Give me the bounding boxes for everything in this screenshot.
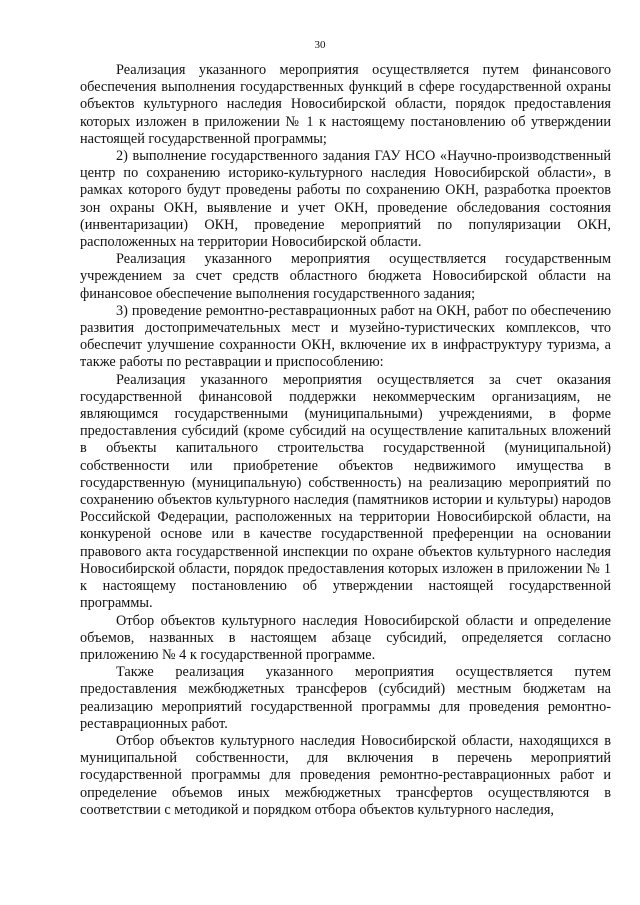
paragraph-subsidies-nonprofits: Реализация указанного мероприятия осуществляется за счет оказания государственной финансовой поддержки некоммерческим организациям, не являющимся государственными (муниципальными) учреждениями, в форме предоставления субсидий (кроме субсидий на осуществление капитальных вложений в объекты капитального строительства государственной (муниципальной) собственности или приобретение объектов недвижимого имущества в государственную (муниципальную) собственность) на реализацию мероприятий по сохранению объектов культурного наследия (памятников истории и культуры) народов Российской Федерации, расположенных на территории Новосибирской области, на конкуреной основе или в качестве государственной преференции на основании правового акта государственной инспекции по охране объектов культурного наследия Новосибирской области, порядок предоставления которых изложен в приложении № 1 к настоящему постановлению об утверждении настоящей государственной программы.: [80, 371, 611, 612]
paragraph-selection-appendix-4: Отбор объектов культурного наследия Новосибирской области и определение объемов, названных в настоящем абзаце субсидий, определяется согласно приложению № 4 к государственной программе.: [80, 612, 611, 663]
document-body: [80, 62, 611, 819]
paragraph-interbudget-transfers: Также реализация указанного мероприятия осуществляется путем предоставления межбюджетных трансферов (субсидий) местным бюджетам на реализацию мероприятий государственной программы для проведения ремонтно-реставрационных работ.: [80, 664, 611, 732]
page-number: 30: [314, 39, 326, 51]
paragraph-municipal-selection: Отбор объектов культурного наследия Новосибирской области, находящихся в муниципальной собственности, для включения в перечень мероприятий государственной программы для проведения ремонтно-реставрационных работ и определение объемов иных межбюджетных трансфертов осуществляются в соответствии с методикой и порядком отбора объектов культурного наследия,: [80, 732, 611, 818]
paragraph-state-institution-funding: Реализация указанного мероприятия осуществляется государственным учреждением за счет средств областного бюджета Новосибирской области на финансовое обеспечение выполнения государственного задания;: [80, 251, 611, 302]
paragraph-item-2-state-assignment: 2) выполнение государственного задания ГАУ НСО «Научно-производственный центр по сохранению историко-культурного наследия Новосибирской области», в рамках которого будут проведены работы по сохранению ОКН, разработка проектов зон охраны ОКН, выявление и учет ОКН, проведение обследования состояния (инвентаризации) ОКН, проведение мероприятий по популяризации ОКН, расположенных на территории Новосибирской области.: [80, 148, 611, 251]
paragraph-item-3-restoration-works: 3) проведение ремонтно-реставрационных работ на ОКН, работ по обеспечению развития достопримечательных мест и музейно-туристических комплексов, что обеспечит улучшение сохранности ОКН, включение их в инфраструктуру туризма, а также работы по реставрации и приспособлению:: [80, 302, 611, 371]
paragraph-funding-state-functions: Реализация указанного мероприятия осуществляется путем финансового обеспечения выполнения государственных функций в сфере государственной охраны объектов культурного наследия Новосибирской области, порядок предоставления которых изложен в приложении № 1 к настоящему постановлению об утверждении настоящей государственной программы;: [80, 62, 611, 147]
